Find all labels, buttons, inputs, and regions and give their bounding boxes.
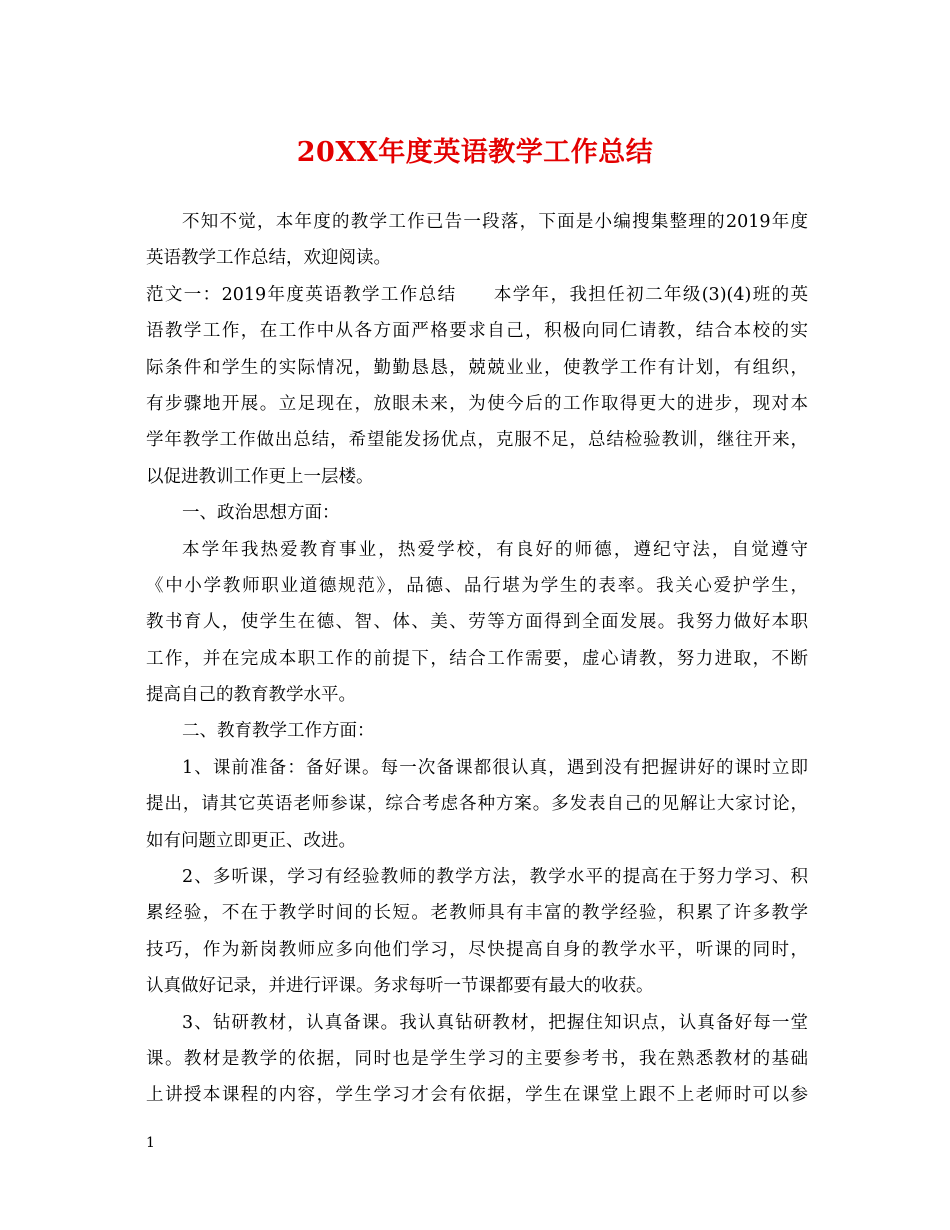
text-line: 提高自己的教育教学水平。 <box>146 685 356 706</box>
text-segment: 本学年，我担任初二年级(3)(4)班的英 <box>492 284 808 305</box>
text-line: 1、课前准备：备好课。每一次备课都很认真，遇到没有把握讲好的课时立即 <box>182 757 808 778</box>
text-line: 课。教材是教学的依据，同时也是学生学习的主要参考书，我在熟悉教材的基础 <box>146 1048 808 1069</box>
text-line: 认真做好记录，并进行评课。务求每听一节课都要有最大的收获。 <box>146 976 654 997</box>
text-line: 提出，请其它英语老师参谋，综合考虑各种方案。多发表自己的见解让大家讨论， <box>146 794 808 815</box>
text-line: 上讲授本课程的内容，学生学习才会有依据，学生在课堂上跟不上老师时可以参 <box>146 1085 808 1106</box>
section-heading: 一、政治思想方面： <box>182 503 340 524</box>
text-line: 工作，并在完成本职工作的前提下，结合工作需要，虚心请教，努力进取，不断 <box>146 648 808 669</box>
text-line: 2、多听课，学习有经验教师的教学方法，教学水平的提高在于努力学习、积 <box>182 867 808 888</box>
section-heading: 二、教育教学工作方面： <box>182 721 375 742</box>
text-line: 本学年我热爱教育事业，热爱学校，有良好的师德，遵纪守法，自觉遵守 <box>182 539 808 560</box>
text-line: 英语教学工作总结，欢迎阅读。 <box>146 248 391 269</box>
text-line: 不知不觉，本年度的教学工作已告一段落，下面是小编搜集整理的2019年度 <box>182 212 808 232</box>
text-line: 学年教学工作做出总结，希望能发扬优点，克服不足，总结检验教训，继往开来， <box>146 430 808 451</box>
text-line: 如有问题立即更正、改进。 <box>146 830 356 851</box>
text-line: 以促进教训工作更上一层楼。 <box>146 466 374 487</box>
text-segment: 范文一：2019年度英语教学工作总结 <box>146 284 457 305</box>
document-title: 20XX年度英语教学工作总结 <box>296 137 654 168</box>
text-line: 《中小学教师职业道德规范》，品德、品行堪为学生的表率。我关心爱护学生， <box>146 575 808 596</box>
text-line: 语教学工作，在工作中从各方面严格要求自己，积极向同仁请教，结合本校的实 <box>146 321 808 342</box>
text-line: 教书育人，使学生在德、智、体、美、劳等方面得到全面发展。我努力做好本职 <box>146 612 808 633</box>
document-body <box>146 204 808 1114</box>
text-line <box>146 277 808 313</box>
text-line: 技巧，作为新岗教师应多向他们学习，尽快提高自身的教学水平，听课的同时， <box>146 939 808 960</box>
text-line: 际条件和学生的实际情况，勤勤恳恳，兢兢业业，使教学工作有计划，有组织， <box>146 357 808 378</box>
text-line: 3、钻研教材，认真备课。我认真钻研教材，把握住知识点，认真备好每一堂 <box>182 1012 808 1033</box>
page-number: 1 <box>146 1135 155 1151</box>
text-line: 累经验，不在于教学时间的长短。老教师具有丰富的教学经验，积累了许多教学 <box>146 903 808 924</box>
text-line: 有步骤地开展。立足现在，放眼未来，为使今后的工作取得更大的进步，现对本 <box>146 393 808 414</box>
